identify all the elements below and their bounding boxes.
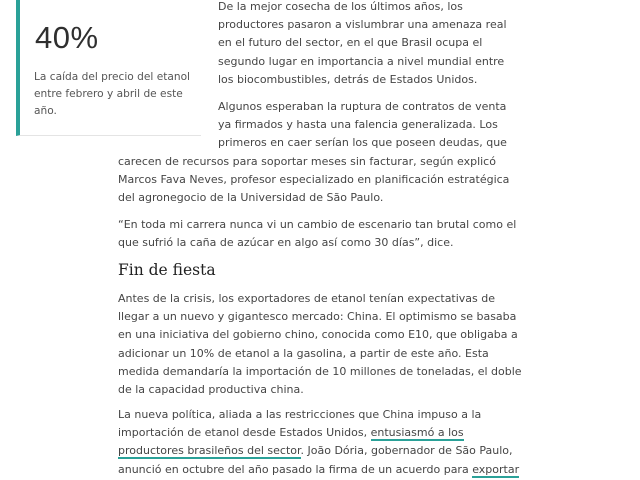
text-line: que sufrió la caña de azúcar en algo así como 30 días”, dice. (118, 236, 454, 250)
text-line: los biocombustibles, detrás de Estados Unidos. (218, 72, 478, 86)
text-line: segundo lugar en importancia a nivel mundial entre (218, 54, 505, 68)
factbox (16, 0, 201, 136)
fact-description-line: entre febrero y abril de este (34, 88, 183, 100)
section-heading: Fin de fiesta (118, 261, 216, 279)
text-line: en una iniciativa del gobierno chino, conocida como E10, que obligaba a (118, 328, 518, 342)
link-entusiasmo-productores-continued[interactable]: productores brasileños del sector (118, 444, 301, 458)
text-line: en el futuro del sector, en el que Brasil ocupa el (218, 36, 483, 50)
paragraph-2 (218, 98, 506, 134)
fact-number: 40% (35, 20, 99, 55)
fact-description (34, 69, 199, 120)
text-line: “En toda mi carrera nunca vi un cambio de escenario tan brutal como el (118, 218, 517, 231)
text-segment: anunció en octubre del año pasado la firma de un acuerdo para (118, 462, 473, 476)
paragraph-4 (118, 290, 522, 399)
text-line: de la capacidad productiva china. (118, 383, 304, 397)
text-line (118, 442, 519, 460)
text-segment: . João Dória, gobernador de São Paulo, (300, 444, 513, 458)
link-exportar[interactable]: exportar (472, 462, 520, 476)
text-segment: importación de etanol desde Estados Unidos, (118, 426, 371, 440)
text-line: productores pasaron a vislumbrar una amenaza real (218, 18, 507, 32)
paragraph-2-continued (118, 134, 509, 207)
text-line: del agronegocio de la Universidad de São Paulo. (118, 191, 384, 204)
text-line: Marcos Fava Neves, profesor especializado en planificación estratégica (118, 172, 510, 186)
paragraph-5 (118, 406, 519, 479)
text-line: De la mejor cosecha de los últimos años, los (218, 0, 463, 13)
text-line: adicionar un 10% de etanol a la gasolina, a partir de este año. Esta (118, 346, 489, 360)
text-line: ya firmados y hasta una falencia generalizada. Los (218, 118, 498, 132)
text-line: primeros en caer serían los que poseen deudas, que (218, 136, 507, 150)
paragraph-1 (218, 0, 507, 89)
fact-description-line: año. (34, 105, 57, 117)
fact-description-line: La caída del precio del etanol (34, 71, 190, 83)
text-line: La nueva política, aliada a las restricciones que China impuso a la (118, 408, 482, 421)
text-line: Antes de la crisis, los exportadores de etanol tenían expectativas de (118, 292, 496, 305)
text-line (118, 424, 519, 442)
text-line (118, 461, 519, 479)
paragraph-3-quote (118, 216, 516, 252)
text-line: llegar a un nuevo y gigantesco mercado: China. El optimismo se basaba (118, 310, 517, 324)
link-entusiasmo-productores[interactable]: entusiasmó a los (370, 426, 464, 440)
text-line: carecen de recursos para soportar meses sin facturar, según explicó (118, 154, 496, 168)
text-line: Algunos esperaban la ruptura de contratos de venta (218, 100, 507, 113)
text-line: medida demandaría la importación de 10 millones de toneladas, el doble (118, 364, 522, 378)
